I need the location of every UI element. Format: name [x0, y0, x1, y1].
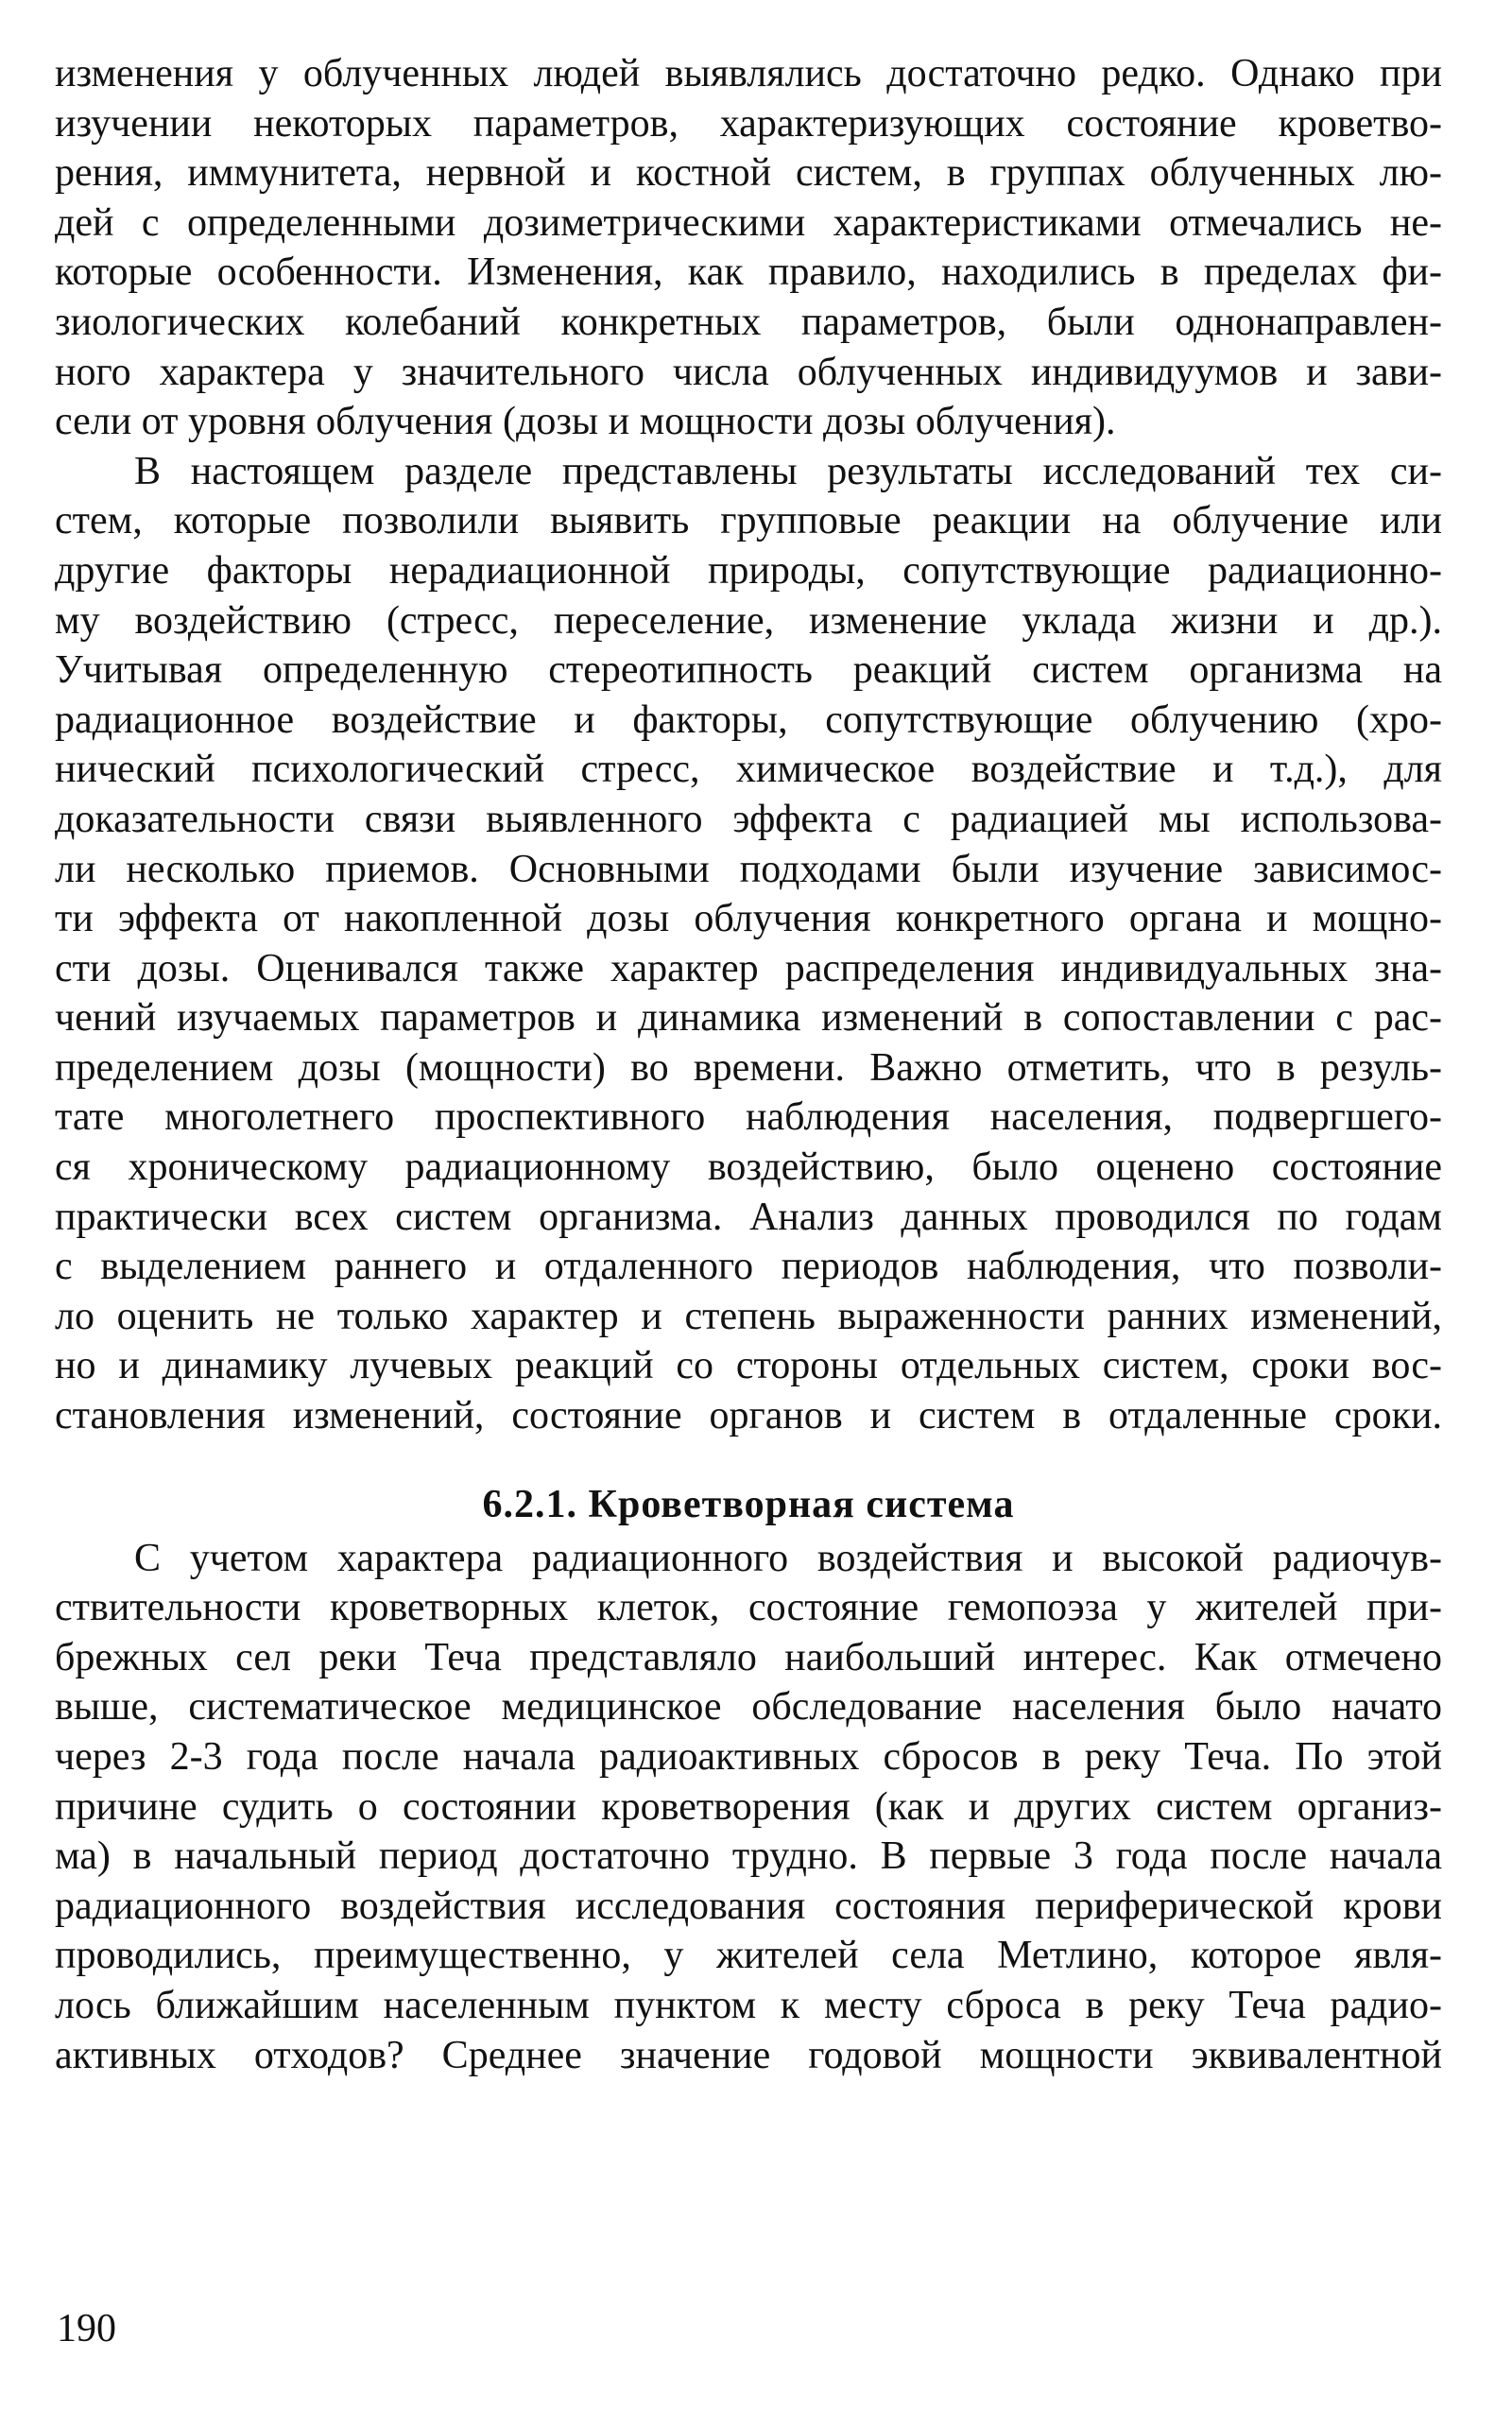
text-line: радиационного воздействия исследования состояния периферической крови: [55, 1884, 1442, 1928]
text-line: сти дозы. Оценивался также характер распределения индивидуальных зна-: [55, 946, 1442, 990]
text-line: му воздействию (стресс, переселение, изменение уклада жизни и др.).: [55, 598, 1442, 643]
paragraph-3: [55, 1534, 1442, 2081]
text-line: ти эффекта от накопленной дозы облучения конкретного органа и мощно-: [55, 897, 1442, 941]
text-line: радиационное воздействие и факторы, сопутствующие облучению (хро-: [55, 697, 1442, 742]
text-line: стем, которые позволили выявить групповые реакции на облучение или: [55, 499, 1442, 543]
text-line: В настоящем разделе представлены результаты исследований тех си-: [134, 449, 1442, 493]
text-line: рения, иммунитета, нервной и костной систем, в группах облученных лю-: [55, 151, 1442, 196]
text-line: Учитывая определенную стереотипность реакций систем организма на: [55, 648, 1442, 693]
text-line: становления изменений, состояние органов и систем в отдаленные сроки.: [55, 1394, 1442, 1438]
section-heading: 6.2.1. Кроветворная система: [482, 1482, 1015, 1526]
text-line: ствительности кроветворных клеток, состояние гемопоэза у жителей при-: [55, 1586, 1442, 1630]
text-line: ли несколько приемов. Основными подходами были изучение зависимос-: [55, 847, 1442, 891]
text-line: через 2-3 года после начала радиоактивных сбросов в реку Теча. По этой: [55, 1735, 1442, 1779]
text-line: брежных сел реки Теча представляло наибольший интерес. Как отмечено: [55, 1635, 1442, 1679]
text-line: выше, систематическое медицинское обследование населения было начато: [55, 1685, 1442, 1730]
text-line: практически всех систем организма. Анализ данных проводился по годам: [55, 1195, 1442, 1239]
page-number: 190: [57, 2307, 116, 2350]
text-line: причине судить о состоянии кроветворения (как и других систем организ-: [55, 1784, 1442, 1829]
text-line: доказательности связи выявленного эффекта с радиацией мы использова-: [55, 797, 1442, 841]
text-line: ся хроническому радиационному воздействию, было оценено состояние: [55, 1145, 1442, 1190]
text-line: которые особенности. Изменения, как правило, находились в пределах фи-: [55, 250, 1442, 295]
text-line: активных отходов? Среднее значение годовой мощности эквивалентной: [55, 2033, 1442, 2077]
text-line: ного характера у значительного числа облученных индивидуумов и зави-: [55, 350, 1442, 394]
text-line: С учетом характера радиационного воздействия и высокой радиочув-: [134, 1536, 1442, 1580]
text-line: дей с определенными дозиметрическими характеристиками отмечались не-: [55, 200, 1442, 245]
text-line: нический психологический стресс, химическое воздействие и т.д.), для: [55, 748, 1442, 792]
text-line: изучении некоторых параметров, характеризующих состояние кроветво-: [55, 101, 1442, 146]
text-line: другие факторы нерадиационной природы, сопутствующие радиационно-: [55, 548, 1442, 593]
text-line: ма) в начальный период достаточно трудно. В первые 3 года после начала: [55, 1834, 1442, 1879]
page-content: [55, 49, 1442, 2080]
text-line: лось ближайшим населенным пунктом к месту сброса в реку Теча радио-: [55, 1983, 1442, 2027]
text-line: но и динамику лучевых реакций со стороны отдельных систем, сроки вос-: [55, 1344, 1442, 1388]
text-line: сели от уровня облучения (дозы и мощности дозы облучения).: [55, 400, 1116, 444]
text-line: изменения у облученных людей выявлялись достаточно редко. Однако при: [55, 52, 1442, 95]
text-line: с выделением раннего и отдаленного периодов наблюдения, что позволи-: [55, 1245, 1442, 1289]
text-line: пределением дозы (мощности) во времени. Важно отметить, что в резуль-: [55, 1045, 1442, 1090]
text-line: ло оценить не только характер и степень выраженности ранних изменений,: [55, 1294, 1442, 1338]
paragraph-2: [55, 447, 1442, 1441]
text-line: тате многолетнего проспективного наблюдения населения, подвергшего-: [55, 1095, 1442, 1140]
text-line: чений изучаемых параметров и динамика изменений в сопоставлении с рас-: [55, 996, 1442, 1041]
paragraph-1: [55, 49, 1442, 447]
text-line: зиологических колебаний конкретных параметров, были однонаправлен-: [55, 300, 1442, 344]
text-line: проводились, преимущественно, у жителей села Метлино, которое явля-: [55, 1934, 1442, 1978]
